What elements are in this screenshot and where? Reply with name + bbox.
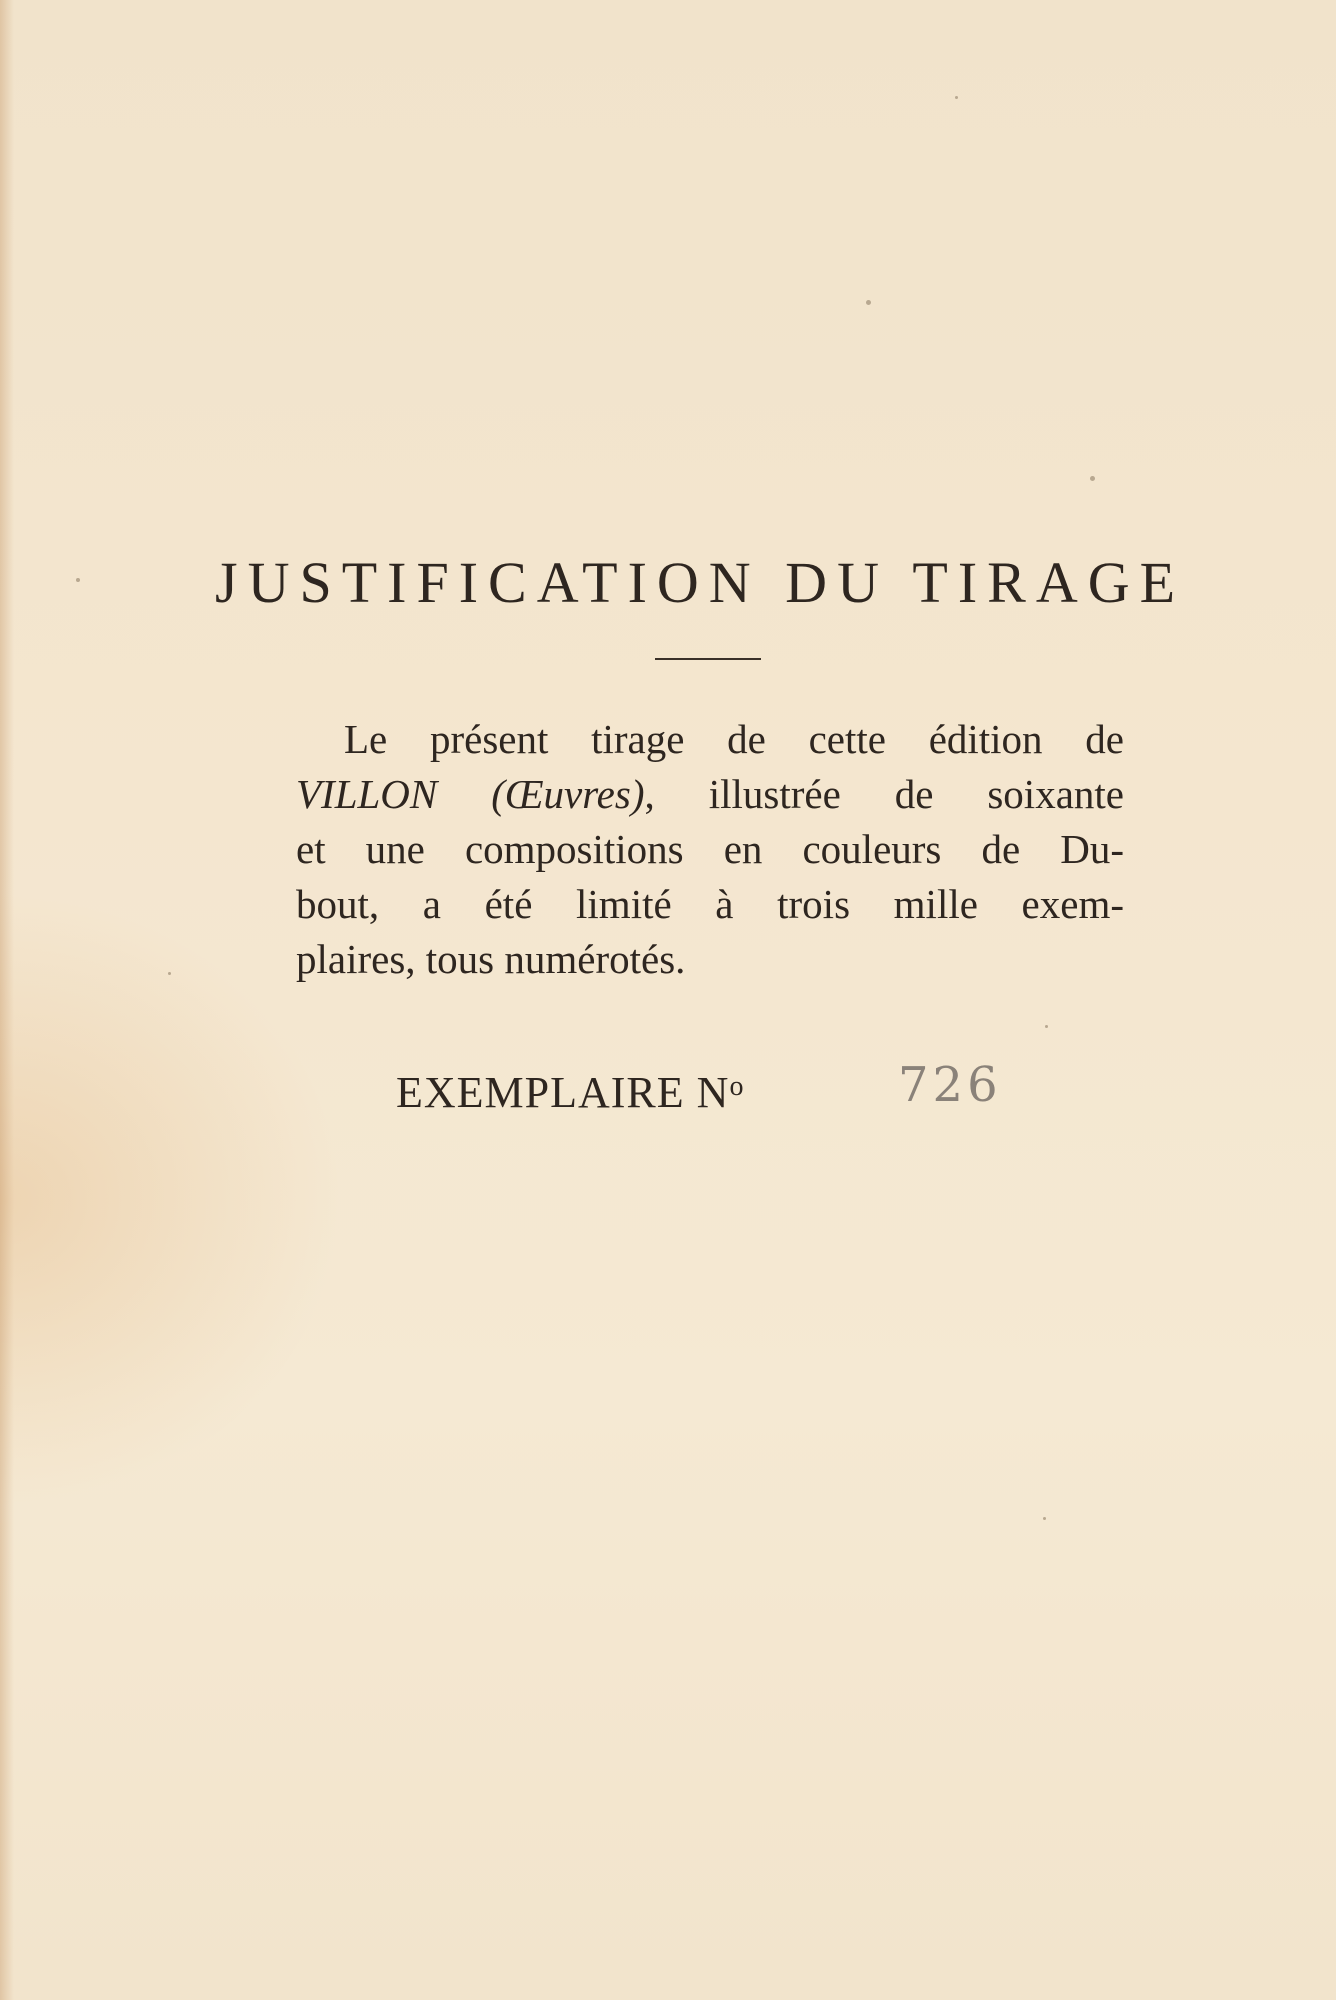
copy-label [396, 1057, 744, 1123]
paragraph-line: et une compositions en couleurs de Du- [296, 826, 1124, 872]
copy-label-text: EXEMPLAIRE N [396, 1068, 730, 1117]
justification-paragraph [296, 712, 1124, 987]
paragraph-line [296, 767, 1124, 822]
copy-number-stamp: 726 [898, 1057, 1002, 1113]
paper-speck [1043, 1517, 1046, 1520]
work-title: VILLON (Œuvres) [296, 771, 645, 817]
copy-label-superscript: o [729, 1071, 745, 1102]
paper-speck [866, 300, 871, 305]
paper-speck [168, 972, 171, 975]
page-title: JUSTIFICATION DU TIRAGE [215, 550, 1186, 615]
title-rule [655, 658, 761, 660]
paragraph-line-rest: , illustrée de soixante [644, 771, 1124, 817]
paragraph-line: Le présent tirage de cette édition de [344, 716, 1124, 762]
paragraph-line: plaires, tous numérotés. [296, 936, 686, 982]
paper-speck [1045, 1025, 1048, 1028]
paper-speck [76, 578, 80, 582]
paper-speck [1090, 476, 1095, 481]
page-gutter-shadow [0, 0, 14, 2000]
paper-speck [955, 96, 958, 99]
paragraph-line: bout, a été limité à trois mille exem- [296, 881, 1124, 927]
